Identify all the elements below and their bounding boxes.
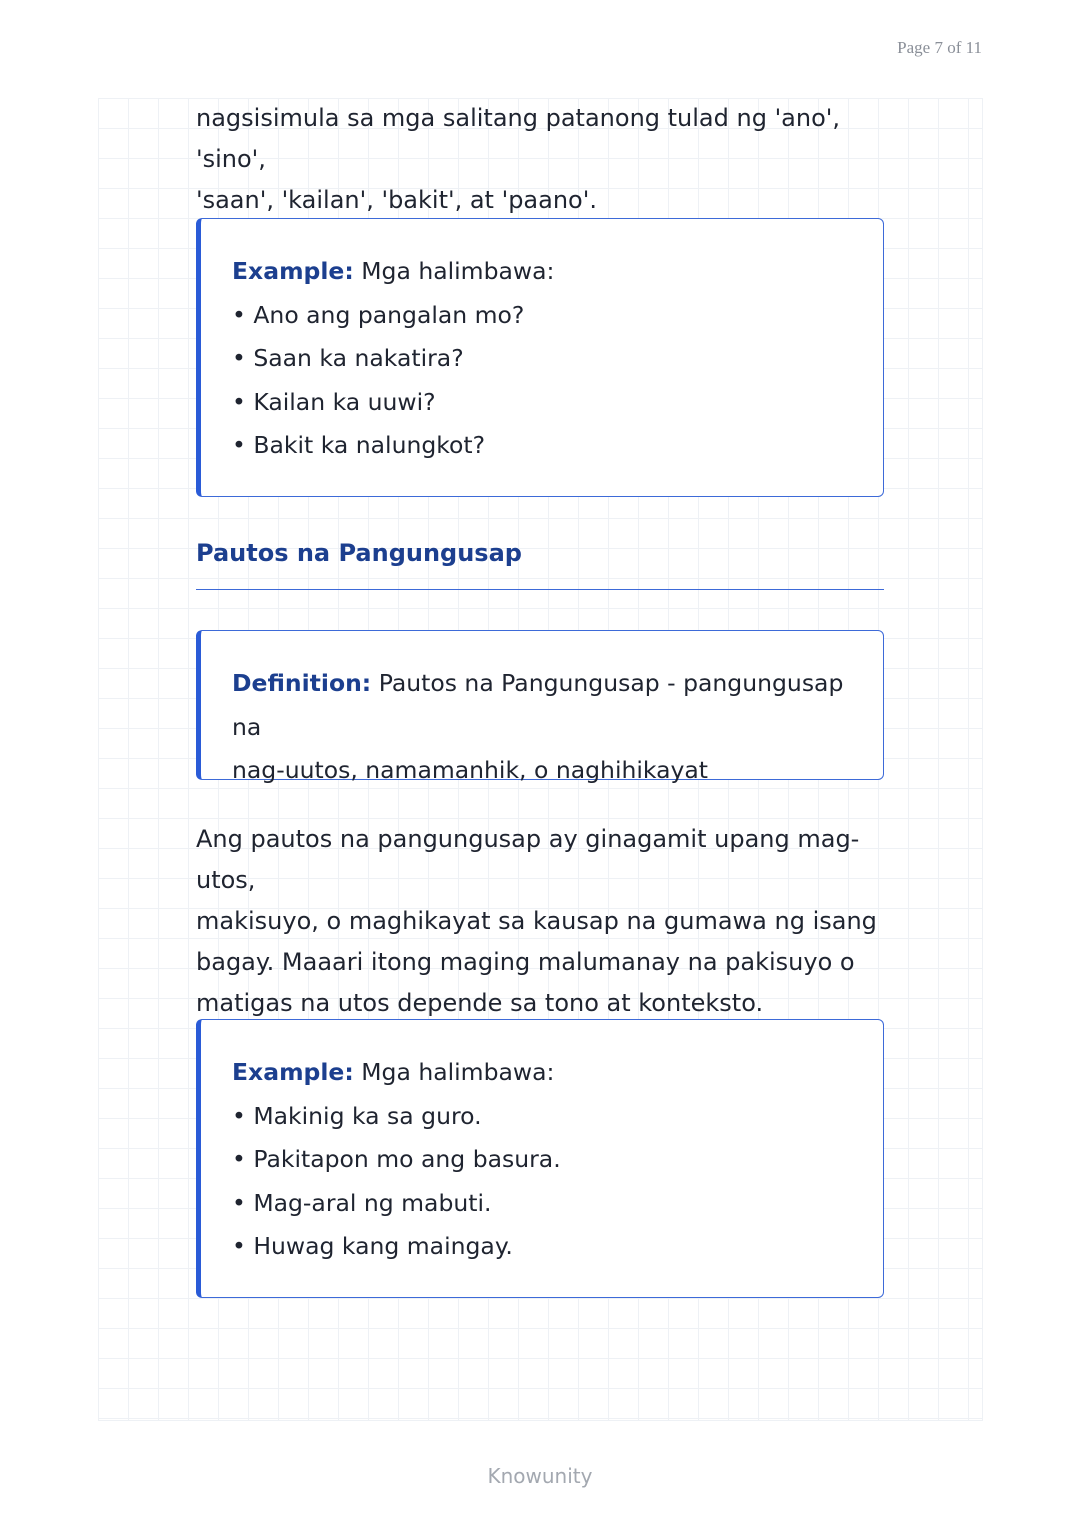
- definition-box: [196, 630, 884, 784]
- example-box-2-text: Mga halimbawa:: [361, 1058, 555, 1086]
- example-box-1-lead: [232, 250, 853, 294]
- example-item: • Makinig ka sa guro.: [232, 1095, 853, 1139]
- definition-label: Definition:: [232, 669, 372, 697]
- section-heading: Pautos na Pangungusap: [196, 539, 522, 567]
- intro-line-2: 'saan', 'kailan', 'bakit', at 'paano'.: [196, 186, 597, 214]
- definition-line-1: [232, 662, 853, 749]
- example-item: • Mag-aral ng mabuti.: [232, 1182, 853, 1226]
- example-box-1-text: Mga halimbawa:: [361, 257, 555, 285]
- example-item: • Ano ang pangalan mo?: [232, 294, 853, 338]
- footer-brand: Knowunity: [487, 1464, 593, 1488]
- body-line-2: makisuyo, o maghikayat sa kausap na gumawa ng isang: [196, 907, 877, 935]
- example-item: • Saan ka nakatira?: [232, 337, 853, 381]
- example-box-1: [196, 218, 884, 497]
- page-number: Page 7 of 11: [897, 38, 982, 57]
- example-item: • Pakitapon mo ang basura.: [232, 1138, 853, 1182]
- example-item: • Huwag kang maingay.: [232, 1225, 853, 1269]
- body-line-3: bagay. Maaari itong maging malumanay na pakisuyo o: [196, 948, 855, 976]
- example-box-1-label: Example:: [232, 257, 354, 285]
- example-item: • Kailan ka uuwi?: [232, 381, 853, 425]
- definition-text: Pautos na Pangungusap - pangungusap na: [232, 669, 844, 741]
- body-line-1: Ang pautos na pangungusap ay ginagamit upang mag-utos,: [196, 825, 860, 894]
- intro-paragraph: [196, 98, 884, 221]
- example-item: • Bakit ka nalungkot?: [232, 424, 853, 468]
- example-box-2-label: Example:: [232, 1058, 354, 1086]
- definition-line-2: nag-uutos, namamanhik, o naghihikayat: [232, 756, 709, 784]
- body-line-4: matigas na utos depende sa tono at konteksto.: [196, 989, 764, 1017]
- example-box-2-lead: [232, 1051, 853, 1095]
- example-box-2: [196, 1019, 884, 1298]
- body-paragraph: [196, 819, 884, 1024]
- intro-line-1: nagsisimula sa mga salitang patanong tulad ng 'ano', 'sino',: [196, 104, 841, 173]
- section-divider: [196, 589, 884, 590]
